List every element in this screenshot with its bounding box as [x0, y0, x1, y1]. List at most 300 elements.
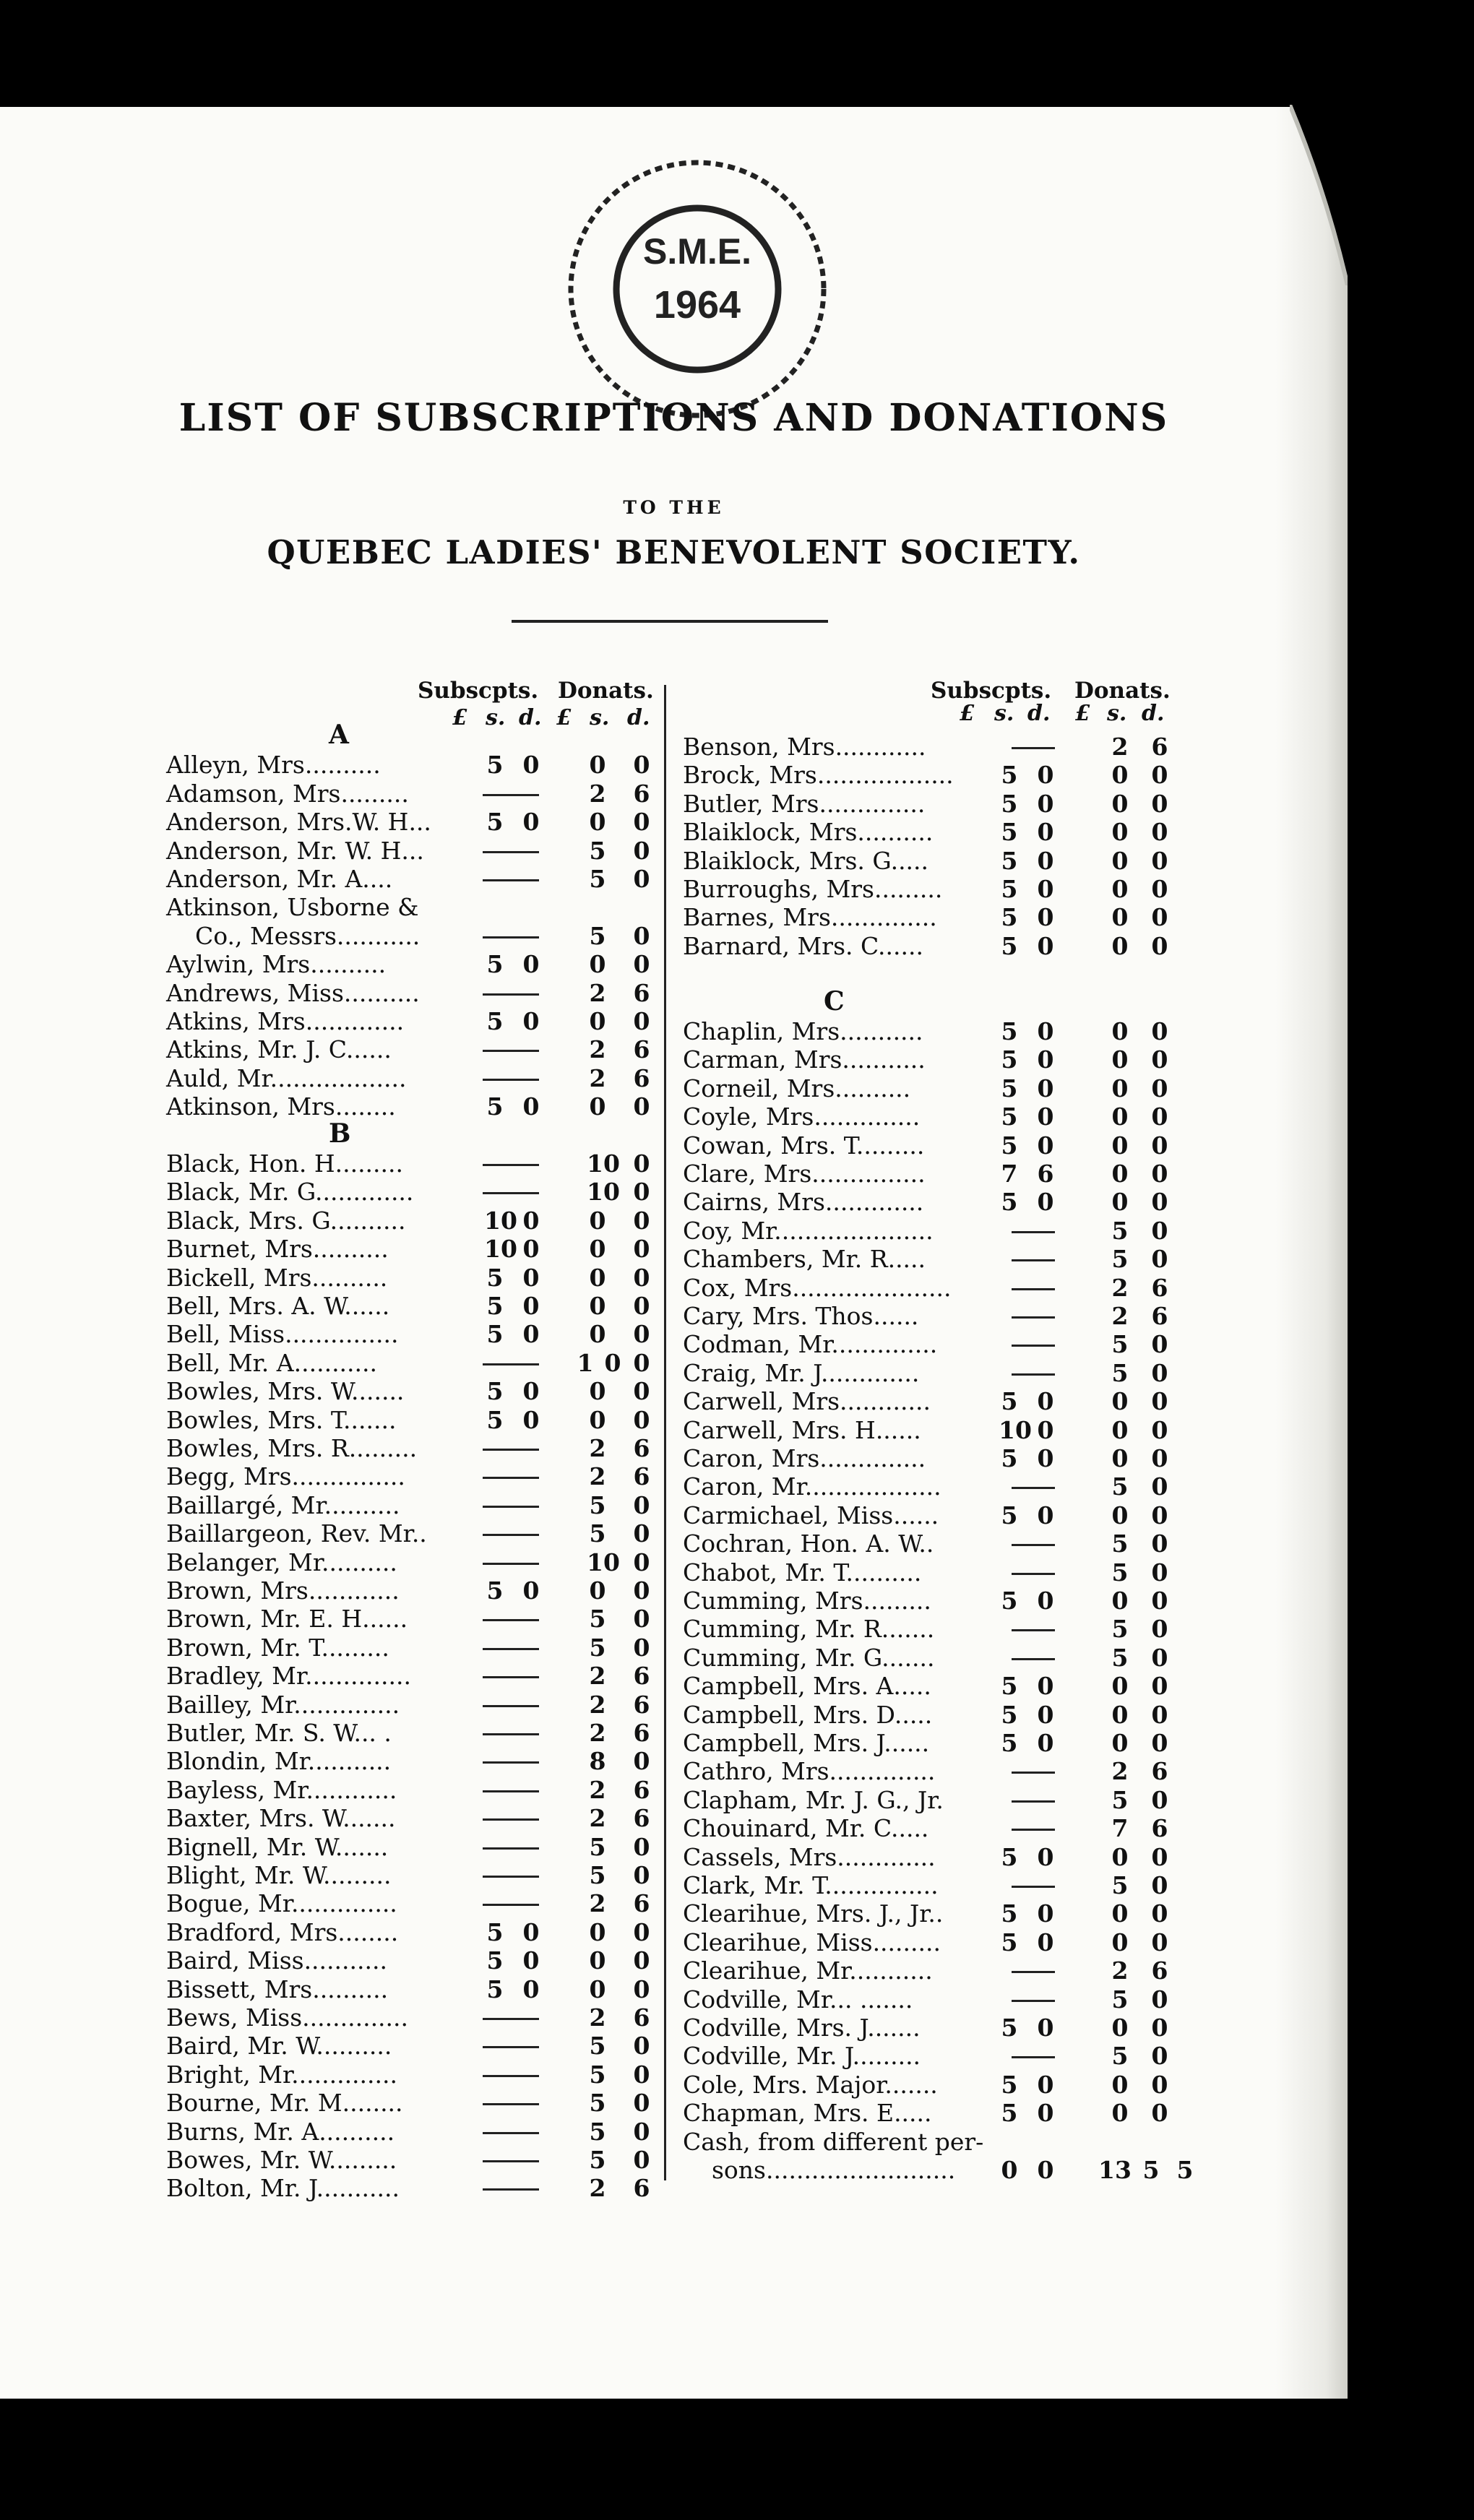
subscription-value: 0 — [522, 1007, 540, 1035]
donation-value: 0 — [633, 2146, 650, 2174]
donation-value: 0 — [1111, 761, 1129, 790]
donation-value: 2 — [1111, 1302, 1129, 1330]
subscriber-row — [166, 1149, 665, 1178]
donation-value: 6 — [633, 1035, 650, 1064]
subscription-value: 5 — [486, 1917, 504, 1946]
subscriber-name: Cairns, Mrs............. — [683, 1188, 924, 1217]
subscription-value: 0 — [1037, 761, 1054, 790]
subscriber-row — [683, 1359, 1210, 1388]
subscriber-row — [166, 1776, 665, 1805]
donation-value: 0 — [1151, 2070, 1168, 2099]
subscriber-name: Begg, Mrs............... — [166, 1462, 405, 1491]
donation-value: 0 — [589, 1263, 606, 1292]
subscriber-row — [683, 2128, 1210, 2157]
donation-value: 0 — [1151, 1074, 1168, 1102]
subscription-value: 0 — [1037, 1387, 1054, 1416]
subscriber-row — [166, 2089, 665, 2118]
no-subscription-dash — [483, 879, 539, 881]
subscription-value: 5 — [1001, 2099, 1018, 2128]
donation-value: 0 — [633, 1633, 650, 1662]
donation-value: 0 — [1151, 1444, 1168, 1472]
donation-value: 0 — [633, 1149, 650, 1178]
subscriber-name: Corneil, Mrs.......... — [683, 1074, 911, 1102]
no-subscription-dash — [483, 1192, 539, 1194]
subscriber-name: Cochran, Hon. A. W.. — [683, 1529, 934, 1558]
donation-value: 5 — [1111, 1615, 1129, 1644]
donation-value: 5 — [1111, 1529, 1129, 1558]
donation-value: 8 — [589, 1747, 606, 1776]
donation-value: 0 — [633, 1405, 650, 1434]
donation-value: 5 — [589, 1861, 606, 1889]
subscriber-name: Coyle, Mrs.............. — [683, 1102, 921, 1131]
no-subscription-dash — [483, 936, 539, 938]
subscription-value: 6 — [1037, 1160, 1054, 1188]
donation-value: 2 — [589, 1462, 606, 1491]
subscription-value: 0 — [1037, 931, 1054, 960]
donation-value: 0 — [1111, 789, 1129, 818]
donation-value: 0 — [589, 1007, 606, 1035]
donation-value: 0 — [1151, 761, 1168, 790]
donation-value: 0 — [1111, 1842, 1129, 1871]
donation-value: 0 — [633, 1092, 650, 1121]
subscriber-name: Craig, Mr. J............. — [683, 1358, 920, 1387]
subscription-value: 0 — [1037, 2156, 1054, 2184]
donation-value: 5 — [1111, 1330, 1129, 1359]
subscription-value: 5 — [486, 950, 504, 979]
donation-value: 0 — [1111, 1729, 1129, 1757]
subscription-value: 0 — [1037, 1899, 1054, 1928]
donation-value: 0 — [1151, 1131, 1168, 1160]
donation-value: 5 — [589, 1832, 606, 1861]
subscriber-name: Bowles, Mrs. T....... — [166, 1405, 397, 1434]
section-letter: A — [329, 720, 349, 750]
donation-value: 0 — [1151, 1330, 1168, 1359]
donation-value: 0 — [1151, 875, 1168, 903]
subscriber-name: Co., Messrs........... — [195, 921, 421, 950]
subscriber-name: Bell, Mr. A........... — [166, 1348, 378, 1377]
subscription-value: 5 — [486, 1263, 504, 1292]
subscription-value: 5 — [1001, 1899, 1018, 1928]
subscriber-row — [683, 790, 1210, 819]
donation-value: 6 — [1151, 733, 1168, 761]
subscriber-row — [166, 1975, 665, 2004]
subscriber-name: Clearihue, Mrs. J., Jr.. — [683, 1899, 944, 1928]
subscriber-row — [683, 1587, 1210, 1615]
donation-value: 0 — [633, 865, 650, 893]
subscriber-row — [166, 1719, 665, 1748]
subscriber-row — [166, 1406, 665, 1435]
subscription-value: 5 — [1001, 1672, 1018, 1701]
donation-value: 0 — [589, 1092, 606, 1121]
subscriber-name: Codville, Mr. J......... — [683, 2042, 921, 2071]
subscription-value: 0 — [522, 808, 540, 837]
donation-value: 0 — [1151, 1899, 1168, 1928]
subscriber-row — [683, 1786, 1210, 1815]
donation-value: 0 — [633, 1861, 650, 1889]
no-subscription-dash — [1012, 1829, 1055, 1831]
no-subscription-dash — [483, 1761, 539, 1764]
subscription-value: 5 — [1001, 1444, 1018, 1472]
donation-value: 0 — [1111, 1387, 1129, 1416]
left-unit-shilling-1: s. — [486, 705, 506, 730]
donation-value: 0 — [633, 1263, 650, 1292]
donation-value: 0 — [633, 1178, 650, 1207]
subscriber-row — [683, 1644, 1210, 1673]
subscriber-row — [683, 1843, 1210, 1872]
no-subscription-dash — [483, 1648, 539, 1650]
section-letter: C — [824, 985, 845, 1017]
subscriber-row — [166, 893, 665, 922]
subscriber-name: Coy, Mr..................... — [683, 1216, 934, 1245]
donation-value: 0 — [1111, 1102, 1129, 1131]
donation-value: 0 — [1151, 818, 1168, 847]
donation-value: 0 — [633, 2117, 650, 2146]
no-subscription-dash — [483, 1079, 539, 1081]
donation-value: 2 — [589, 1063, 606, 1092]
subscriber-row — [166, 1889, 665, 1918]
subscriber-row — [166, 865, 665, 894]
donation-value: 10 — [587, 1178, 620, 1207]
no-subscription-dash — [483, 1904, 539, 1906]
subscription-value: 5 — [1001, 1188, 1018, 1217]
subscription-value: 5 — [1001, 1131, 1018, 1160]
donation-value: 2 — [589, 1804, 606, 1833]
subscription-value: 0 — [1037, 846, 1054, 875]
subscriber-row — [683, 1074, 1210, 1103]
donation-value: 2 — [1111, 1273, 1129, 1302]
subscriber-name: Codville, Mrs. J....... — [683, 2014, 921, 2042]
subscriber-row — [683, 1217, 1210, 1246]
donation-value: 0 — [1111, 1160, 1129, 1188]
donation-value: 0 — [1111, 903, 1129, 932]
left-unit-pence-2: d. — [627, 705, 650, 730]
subscriber-row — [683, 1701, 1210, 1730]
donation-value: 0 — [1151, 1188, 1168, 1217]
subscription-value: 0 — [522, 950, 540, 979]
subscriber-name: Brown, Mr. E. H...... — [166, 1605, 408, 1634]
society-name: QUEBEC LADIES' BENEVOLENT SOCIETY. — [267, 533, 1081, 571]
donation-value: 5 — [1111, 1558, 1129, 1587]
subscriber-row — [683, 1387, 1210, 1416]
subscription-value: 0 — [1037, 1415, 1054, 1444]
subscriber-row — [166, 2032, 665, 2061]
subscriber-row — [683, 2042, 1210, 2071]
subscriber-name: Caron, Mr.................. — [683, 1472, 941, 1501]
subscriber-name: Black, Mr. G............. — [166, 1178, 414, 1207]
donation-value: 5 — [589, 836, 606, 865]
subscriber-row — [166, 1320, 665, 1349]
no-subscription-dash — [1012, 1629, 1055, 1631]
subscriber-name: Cumming, Mrs......... — [683, 1587, 931, 1615]
donation-value: 2 — [589, 1719, 606, 1747]
no-subscription-dash — [483, 1534, 539, 1536]
donation-value: 0 — [633, 1292, 650, 1320]
subscriber-row — [683, 1302, 1210, 1331]
no-subscription-dash — [483, 1705, 539, 1707]
donation-value: 5 — [589, 2089, 606, 2118]
no-subscription-dash — [483, 1363, 539, 1365]
donation-value: 6 — [1151, 1302, 1168, 1330]
no-subscription-dash — [483, 1050, 539, 1052]
subscriber-row — [166, 1462, 665, 1491]
donation-value: 0 — [1151, 1017, 1168, 1045]
no-subscription-dash — [1012, 2056, 1055, 2058]
donation-value: 0 — [1151, 1928, 1168, 1956]
subscriber-name: Bolton, Mr. J........... — [166, 2174, 400, 2203]
donation-value: 0 — [633, 836, 650, 865]
subscriber-name: Clare, Mrs............... — [683, 1160, 926, 1188]
donation-value: 5 — [1111, 1245, 1129, 1274]
subscriber-name: Campbell, Mrs. A..... — [683, 1672, 931, 1701]
donation-value: 0 — [1151, 1415, 1168, 1444]
donation-value: 6 — [1151, 1814, 1168, 1843]
donation-value: 0 — [1151, 1358, 1168, 1387]
subscriber-name: Bowles, Mrs. R......... — [166, 1434, 418, 1462]
subscriber-row — [166, 1178, 665, 1207]
subscription-value: 5 — [1001, 1017, 1018, 1045]
title-rule — [512, 620, 828, 623]
donation-value: 0 — [1151, 903, 1168, 932]
subscriber-row — [166, 1264, 665, 1293]
subscriber-name: Bell, Mrs. A. W...... — [166, 1292, 390, 1320]
donation-value: 0 — [589, 950, 606, 979]
donation-value: 6 — [633, 1690, 650, 1719]
subscriber-name: Brown, Mr. T......... — [166, 1633, 389, 1662]
donation-value: 6 — [633, 1063, 650, 1092]
donation-value: 5 — [589, 1519, 606, 1548]
donation-value: 0 — [633, 1007, 650, 1035]
donation-value: 0 — [1111, 818, 1129, 847]
subscriber-name: Bignell, Mr. W....... — [166, 1832, 389, 1861]
subscription-value: 5 — [486, 1292, 504, 1320]
right-unit-pence-2: d. — [1142, 701, 1165, 726]
donation-value: 0 — [633, 2060, 650, 2089]
subscriber-name: Brock, Mrs.................. — [683, 761, 954, 790]
subscription-value: 0 — [522, 1320, 540, 1349]
donation-value: 0 — [1111, 931, 1129, 960]
left-donats-header: Donats. — [558, 678, 654, 704]
subscriber-name: Campbell, Mrs. J...... — [683, 1729, 930, 1757]
donation-value: 0 — [633, 1576, 650, 1605]
subscriber-name: Andrews, Miss.......... — [166, 978, 420, 1007]
subscriber-row — [683, 1102, 1210, 1131]
donation-value: 2 — [589, 978, 606, 1007]
subscriber-name: Blondin, Mr........... — [166, 1747, 392, 1776]
subscriber-row — [166, 1434, 665, 1463]
donation-value: 10 — [587, 1149, 620, 1178]
no-subscription-dash — [483, 1619, 539, 1621]
left-subscepts-header: Subscpts. — [418, 678, 539, 704]
donation-value: 0 — [1111, 846, 1129, 875]
no-subscription-dash — [483, 1733, 539, 1735]
subscription-value: 0 — [522, 1405, 540, 1434]
subscriber-name: Atkinson, Usborne & — [166, 893, 419, 922]
subscription-value: 5 — [1001, 1729, 1018, 1757]
subscriber-row — [166, 979, 665, 1008]
donation-value: 0 — [1111, 1899, 1129, 1928]
subscription-value: 5 — [486, 1946, 504, 1975]
subscription-value: 0 — [1037, 2070, 1054, 2099]
donation-value: 0 — [1111, 1074, 1129, 1102]
donation-value: 6 — [633, 978, 650, 1007]
donation-value: 0 — [1151, 1985, 1168, 2014]
no-subscription-dash — [483, 2103, 539, 2105]
subscriber-row — [166, 1662, 665, 1691]
no-subscription-dash — [483, 1847, 539, 1850]
subscriber-row — [166, 1576, 665, 1605]
subscription-value: 0 — [522, 1946, 540, 1975]
donation-value: 0 — [633, 921, 650, 950]
donation-value: 0 — [1111, 1444, 1129, 1472]
subscriber-name: Bickell, Mrs.......... — [166, 1263, 388, 1292]
donation-value: 0 — [1111, 1017, 1129, 1045]
no-subscription-dash — [1012, 1345, 1055, 1347]
subscriber-row — [166, 2003, 665, 2032]
subscriber-name: Bowes, Mr. W......... — [166, 2146, 397, 2174]
donation-value: 0 — [1151, 1615, 1168, 1644]
right-unit-shilling-2: s. — [1107, 701, 1127, 726]
no-subscription-dash — [1012, 1373, 1055, 1376]
subscriber-name: Bourne, Mr. M........ — [166, 2089, 403, 2118]
donation-value: 2 — [1111, 1956, 1129, 1985]
subscriber-row — [683, 761, 1210, 790]
subscription-value: 0 — [1037, 2014, 1054, 2042]
no-subscription-dash — [483, 2188, 539, 2191]
donation-value: 2 — [589, 1035, 606, 1064]
no-subscription-dash — [483, 2075, 539, 2077]
no-subscription-dash — [483, 1818, 539, 1821]
no-subscription-dash — [1012, 2000, 1055, 2002]
subscription-value: 5 — [1001, 2014, 1018, 2042]
donation-value: 5 — [589, 1605, 606, 1634]
subscriber-name: Benson, Mrs............ — [683, 733, 926, 761]
donation-value: 6 — [633, 1775, 650, 1804]
subscription-value: 7 — [1001, 1160, 1018, 1188]
donation-value: 2 — [589, 2003, 606, 2032]
subscriber-row — [683, 932, 1210, 961]
subscriber-name: Carwell, Mrs. H...... — [683, 1415, 921, 1444]
subscription-value: 0 — [1037, 1045, 1054, 1074]
subscription-value: 5 — [1001, 1387, 1018, 1416]
donation-value: 0 — [633, 1377, 650, 1406]
subscriber-row — [166, 1747, 665, 1776]
subscriber-name: Belanger, Mr.......... — [166, 1548, 397, 1576]
subscriber-row — [683, 1160, 1210, 1188]
subscriber-name: Bell, Miss............... — [166, 1320, 399, 1349]
donation-value: 0 — [1151, 1160, 1168, 1188]
subscriber-row — [683, 1529, 1210, 1558]
donation-value: 0 — [633, 1348, 650, 1377]
donation-value: 5 — [589, 865, 606, 893]
subscription-value: 5 — [1001, 1102, 1018, 1131]
no-subscription-dash — [1012, 1772, 1055, 1774]
subscriber-name: Campbell, Mrs. D..... — [683, 1700, 933, 1729]
subscriber-row — [166, 751, 665, 780]
no-subscription-dash — [1012, 1886, 1055, 1888]
donation-value: 0 — [1151, 789, 1168, 818]
donation-value: 6 — [633, 2174, 650, 2203]
subscriber-row — [166, 1691, 665, 1719]
no-subscription-dash — [483, 851, 539, 853]
subscription-value: 0 — [1001, 2156, 1018, 2184]
subscriber-name: Alleyn, Mrs.......... — [166, 751, 381, 780]
donation-value: 6 — [1151, 1273, 1168, 1302]
subscriber-row — [166, 780, 665, 808]
subscriber-row — [683, 1672, 1210, 1701]
donation-value: 6 — [1151, 1757, 1168, 1786]
left-unit-pound-2: £ — [556, 705, 572, 730]
donation-value: 0 — [1151, 2042, 1168, 2071]
donation-value: 0 — [633, 1490, 650, 1519]
subscriber-name: Bradford, Mrs........ — [166, 1917, 399, 1946]
subscriber-row — [166, 1833, 665, 1862]
donation-value: 2 — [1111, 733, 1129, 761]
donation-value: 0 — [589, 1917, 606, 1946]
donation-value: 0 — [1111, 1415, 1129, 1444]
subscriber-name: Caron, Mrs.............. — [683, 1444, 926, 1472]
donation-value: 0 — [633, 1548, 650, 1576]
section-letter: B — [329, 1118, 351, 1149]
subscriber-name: Butler, Mrs.............. — [683, 789, 926, 818]
subscription-value: 0 — [1037, 818, 1054, 847]
donation-value: 0 — [633, 751, 650, 780]
no-subscription-dash — [1012, 1259, 1055, 1261]
subscriber-row — [683, 903, 1210, 932]
donation-value: 0 — [633, 1946, 650, 1975]
no-subscription-dash — [483, 1477, 539, 1479]
donation-value: 5 — [1111, 1643, 1129, 1672]
donation-value: 5 — [1111, 2042, 1129, 2071]
subscriber-row — [166, 1292, 665, 1321]
subscriber-row — [683, 1956, 1210, 1985]
subscriber-name: Baillargeon, Rev. Mr.. — [166, 1519, 427, 1548]
donation-value: 5 — [589, 2146, 606, 2174]
subscription-value: 0 — [522, 751, 540, 780]
subscription-value: 0 — [522, 1292, 540, 1320]
subscriber-row — [166, 2146, 665, 2175]
subscriber-name: Bradley, Mr.............. — [166, 1662, 411, 1691]
subscriber-row — [166, 1634, 665, 1662]
donation-value: 0 — [1111, 2014, 1129, 2042]
subscription-value: 0 — [522, 1576, 540, 1605]
subscription-value: 0 — [1037, 1587, 1054, 1615]
donation-value: 0 — [1151, 1700, 1168, 1729]
donation-value: 0 — [633, 1519, 650, 1548]
subscription-value: 5 — [1001, 1045, 1018, 1074]
no-subscription-dash — [483, 1164, 539, 1166]
donation-value: 0 — [1111, 2070, 1129, 2099]
donation-value: 6 — [633, 1662, 650, 1691]
donation-value: 5 — [1111, 1785, 1129, 1814]
donation-value: 0 — [1151, 1245, 1168, 1274]
subscriber-name: Black, Hon. H......... — [166, 1149, 404, 1178]
subscriber-row — [683, 1558, 1210, 1587]
subscriber-row — [683, 847, 1210, 876]
subscriber-row — [683, 875, 1210, 904]
donation-value: 0 — [589, 1206, 606, 1235]
donation-value: 0 — [1111, 1131, 1129, 1160]
subscription-value: 5 — [1001, 818, 1018, 847]
donation-value: 0 — [1111, 1928, 1129, 1956]
donation-value: 0 — [1111, 2099, 1129, 2128]
donation-value: 6 — [1151, 1956, 1168, 1985]
subscriber-name: Chabot, Mr. T.......... — [683, 1558, 922, 1587]
subscriber-row — [166, 1377, 665, 1406]
donation-value: 0 — [1151, 1529, 1168, 1558]
subscriber-name: Bews, Miss.............. — [166, 2003, 409, 2032]
subscription-value: 0 — [1037, 2099, 1054, 2128]
donation-value: 0 — [589, 1320, 606, 1349]
